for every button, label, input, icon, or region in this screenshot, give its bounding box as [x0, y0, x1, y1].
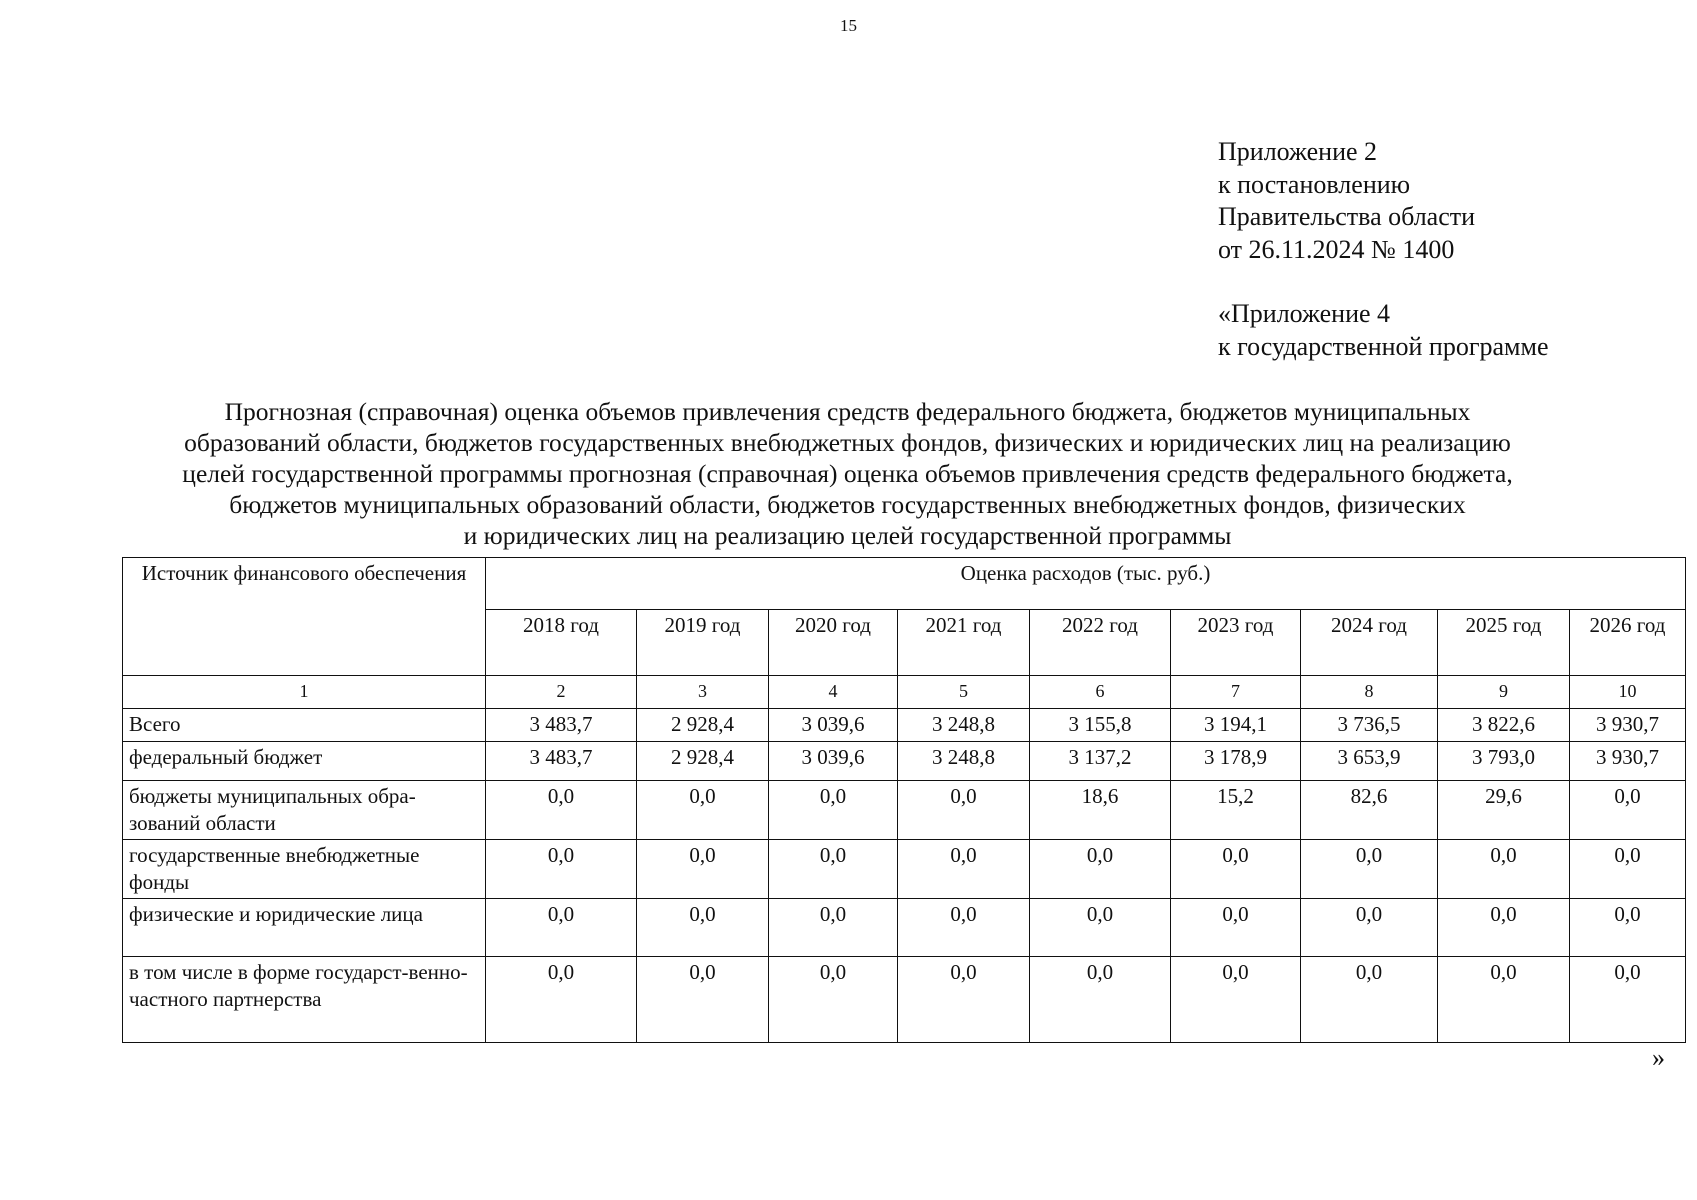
cell-value: 3 483,7 — [486, 709, 637, 742]
table-row-ppp — [123, 957, 1686, 1043]
row-label: федеральный бюджет — [123, 742, 486, 781]
cell-value: 0,0 — [898, 840, 1030, 899]
cell-value: 0,0 — [637, 840, 769, 899]
column-number-row — [123, 676, 1686, 709]
quoted-appendix-line: «Приложение 4 — [1218, 299, 1391, 328]
title-line: бюджетов муниципальных образований области, бюджетов государственных внебюджетных фондов, физических — [229, 490, 1466, 519]
cell-value: 0,0 — [1171, 840, 1301, 899]
quoted-appendix-line: к государственной программе — [1218, 331, 1549, 361]
cell-value: 3 039,6 — [769, 742, 898, 781]
cell-value: 3 793,0 — [1438, 742, 1570, 781]
title-line: целей государственной программы прогнозная (справочная) оценка объемов привлечения средств федерального бюджета, — [182, 459, 1513, 488]
appendix-gap — [1218, 266, 1549, 298]
cell-value: 0,0 — [486, 957, 637, 1043]
cell-value: 3 178,9 — [1171, 742, 1301, 781]
cell-value: 0,0 — [486, 781, 637, 840]
column-number: 4 — [769, 676, 898, 709]
cell-value: 2 928,4 — [637, 709, 769, 742]
column-number: 8 — [1301, 676, 1438, 709]
year-header: 2026 год — [1570, 610, 1686, 676]
year-header: 2020 год — [769, 610, 898, 676]
table-row-federal — [123, 742, 1686, 781]
cell-value: 29,6 — [1438, 781, 1570, 840]
column-number: 3 — [637, 676, 769, 709]
header-row — [123, 558, 1686, 610]
row-label: Всего — [123, 709, 486, 742]
cell-value: 0,0 — [1438, 899, 1570, 957]
column-number: 2 — [486, 676, 637, 709]
cell-value: 3 155,8 — [1030, 709, 1171, 742]
cell-value: 0,0 — [637, 781, 769, 840]
table-row-total — [123, 709, 1686, 742]
cell-value: 0,0 — [1171, 957, 1301, 1043]
cell-value: 3 822,6 — [1438, 709, 1570, 742]
cell-value: 0,0 — [1301, 840, 1438, 899]
column-number: 9 — [1438, 676, 1570, 709]
cell-value: 0,0 — [1570, 840, 1686, 899]
cell-value: 0,0 — [1030, 957, 1171, 1043]
column-number: 6 — [1030, 676, 1171, 709]
page-number: 15 — [840, 16, 857, 35]
cell-value: 0,0 — [486, 899, 637, 957]
table-row-offbudget-funds — [123, 840, 1686, 899]
cell-value: 0,0 — [1030, 840, 1171, 899]
appendix-line: Приложение 2 — [1218, 137, 1378, 166]
table-row-individuals-legal — [123, 899, 1686, 957]
cell-value: 0,0 — [1030, 899, 1171, 957]
year-header: 2025 год — [1438, 610, 1570, 676]
cell-value: 0,0 — [769, 781, 898, 840]
appendix-line: от 26.11.2024 № 1400 — [1218, 234, 1455, 264]
year-header: 2024 год — [1301, 610, 1438, 676]
cell-value: 0,0 — [898, 899, 1030, 957]
cell-value: 3 248,8 — [898, 709, 1030, 742]
cell-value: 3 483,7 — [486, 742, 637, 781]
column-number: 1 — [123, 676, 486, 709]
cell-value: 3 653,9 — [1301, 742, 1438, 781]
cell-value: 82,6 — [1301, 781, 1438, 840]
column-number: 7 — [1171, 676, 1301, 709]
cell-value: 3 930,7 — [1570, 709, 1686, 742]
row-label: бюджеты муниципальных обра-зований области — [123, 781, 486, 840]
year-header: 2021 год — [898, 610, 1030, 676]
year-header: 2019 год — [637, 610, 769, 676]
cell-value: 3 736,5 — [1301, 709, 1438, 742]
finance-table — [122, 557, 1686, 1043]
cell-value: 0,0 — [486, 840, 637, 899]
cell-value: 0,0 — [1570, 899, 1686, 957]
cell-value: 0,0 — [1301, 957, 1438, 1043]
cell-value: 0,0 — [1438, 957, 1570, 1043]
cell-value: 3 248,8 — [898, 742, 1030, 781]
appendix-line: к постановлению — [1218, 169, 1411, 199]
title-line: образований области, бюджетов государственных внебюджетных фондов, физических и юридических лиц на реализацию — [184, 428, 1511, 457]
cell-value: 15,2 — [1171, 781, 1301, 840]
closing-quote-mark: » — [1652, 1043, 1665, 1072]
cell-value: 18,6 — [1030, 781, 1171, 840]
cell-value: 0,0 — [637, 899, 769, 957]
appendix-block — [1218, 136, 1549, 363]
cell-value: 0,0 — [898, 957, 1030, 1043]
title-line: и юридических лиц на реализацию целей государственной программы — [463, 521, 1232, 550]
cell-value: 0,0 — [1570, 781, 1686, 840]
year-header: 2023 год — [1171, 610, 1301, 676]
row-label: в том числе в форме государст-венно-частного партнерства — [123, 957, 486, 1043]
cell-value: 3 039,6 — [769, 709, 898, 742]
document-title — [120, 396, 1575, 551]
cell-value: 0,0 — [1570, 957, 1686, 1043]
row-label: государственные внебюджетные фонды — [123, 840, 486, 899]
table-row-municipal — [123, 781, 1686, 840]
column-number: 10 — [1570, 676, 1686, 709]
cell-value: 0,0 — [769, 840, 898, 899]
title-line: Прогнозная (справочная) оценка объемов привлечения средств федерального бюджета, бюджетов муниципальных — [224, 397, 1471, 426]
cell-value: 3 930,7 — [1570, 742, 1686, 781]
cell-value: 0,0 — [769, 957, 898, 1043]
cell-value: 0,0 — [1301, 899, 1438, 957]
cell-value: 0,0 — [898, 781, 1030, 840]
cell-value: 3 194,1 — [1171, 709, 1301, 742]
appendix-line: Правительства области — [1218, 202, 1476, 231]
cell-value: 0,0 — [1171, 899, 1301, 957]
expense-group-header: Оценка расходов (тыс. руб.) — [486, 558, 1686, 610]
row-label: физические и юридические лица — [123, 899, 486, 957]
cell-value: 3 137,2 — [1030, 742, 1171, 781]
cell-value: 0,0 — [769, 899, 898, 957]
column-number: 5 — [898, 676, 1030, 709]
source-header: Источник финансового обеспечения — [123, 558, 486, 676]
cell-value: 0,0 — [637, 957, 769, 1043]
cell-value: 2 928,4 — [637, 742, 769, 781]
year-header: 2018 год — [486, 610, 637, 676]
cell-value: 0,0 — [1438, 840, 1570, 899]
year-header: 2022 год — [1030, 610, 1171, 676]
